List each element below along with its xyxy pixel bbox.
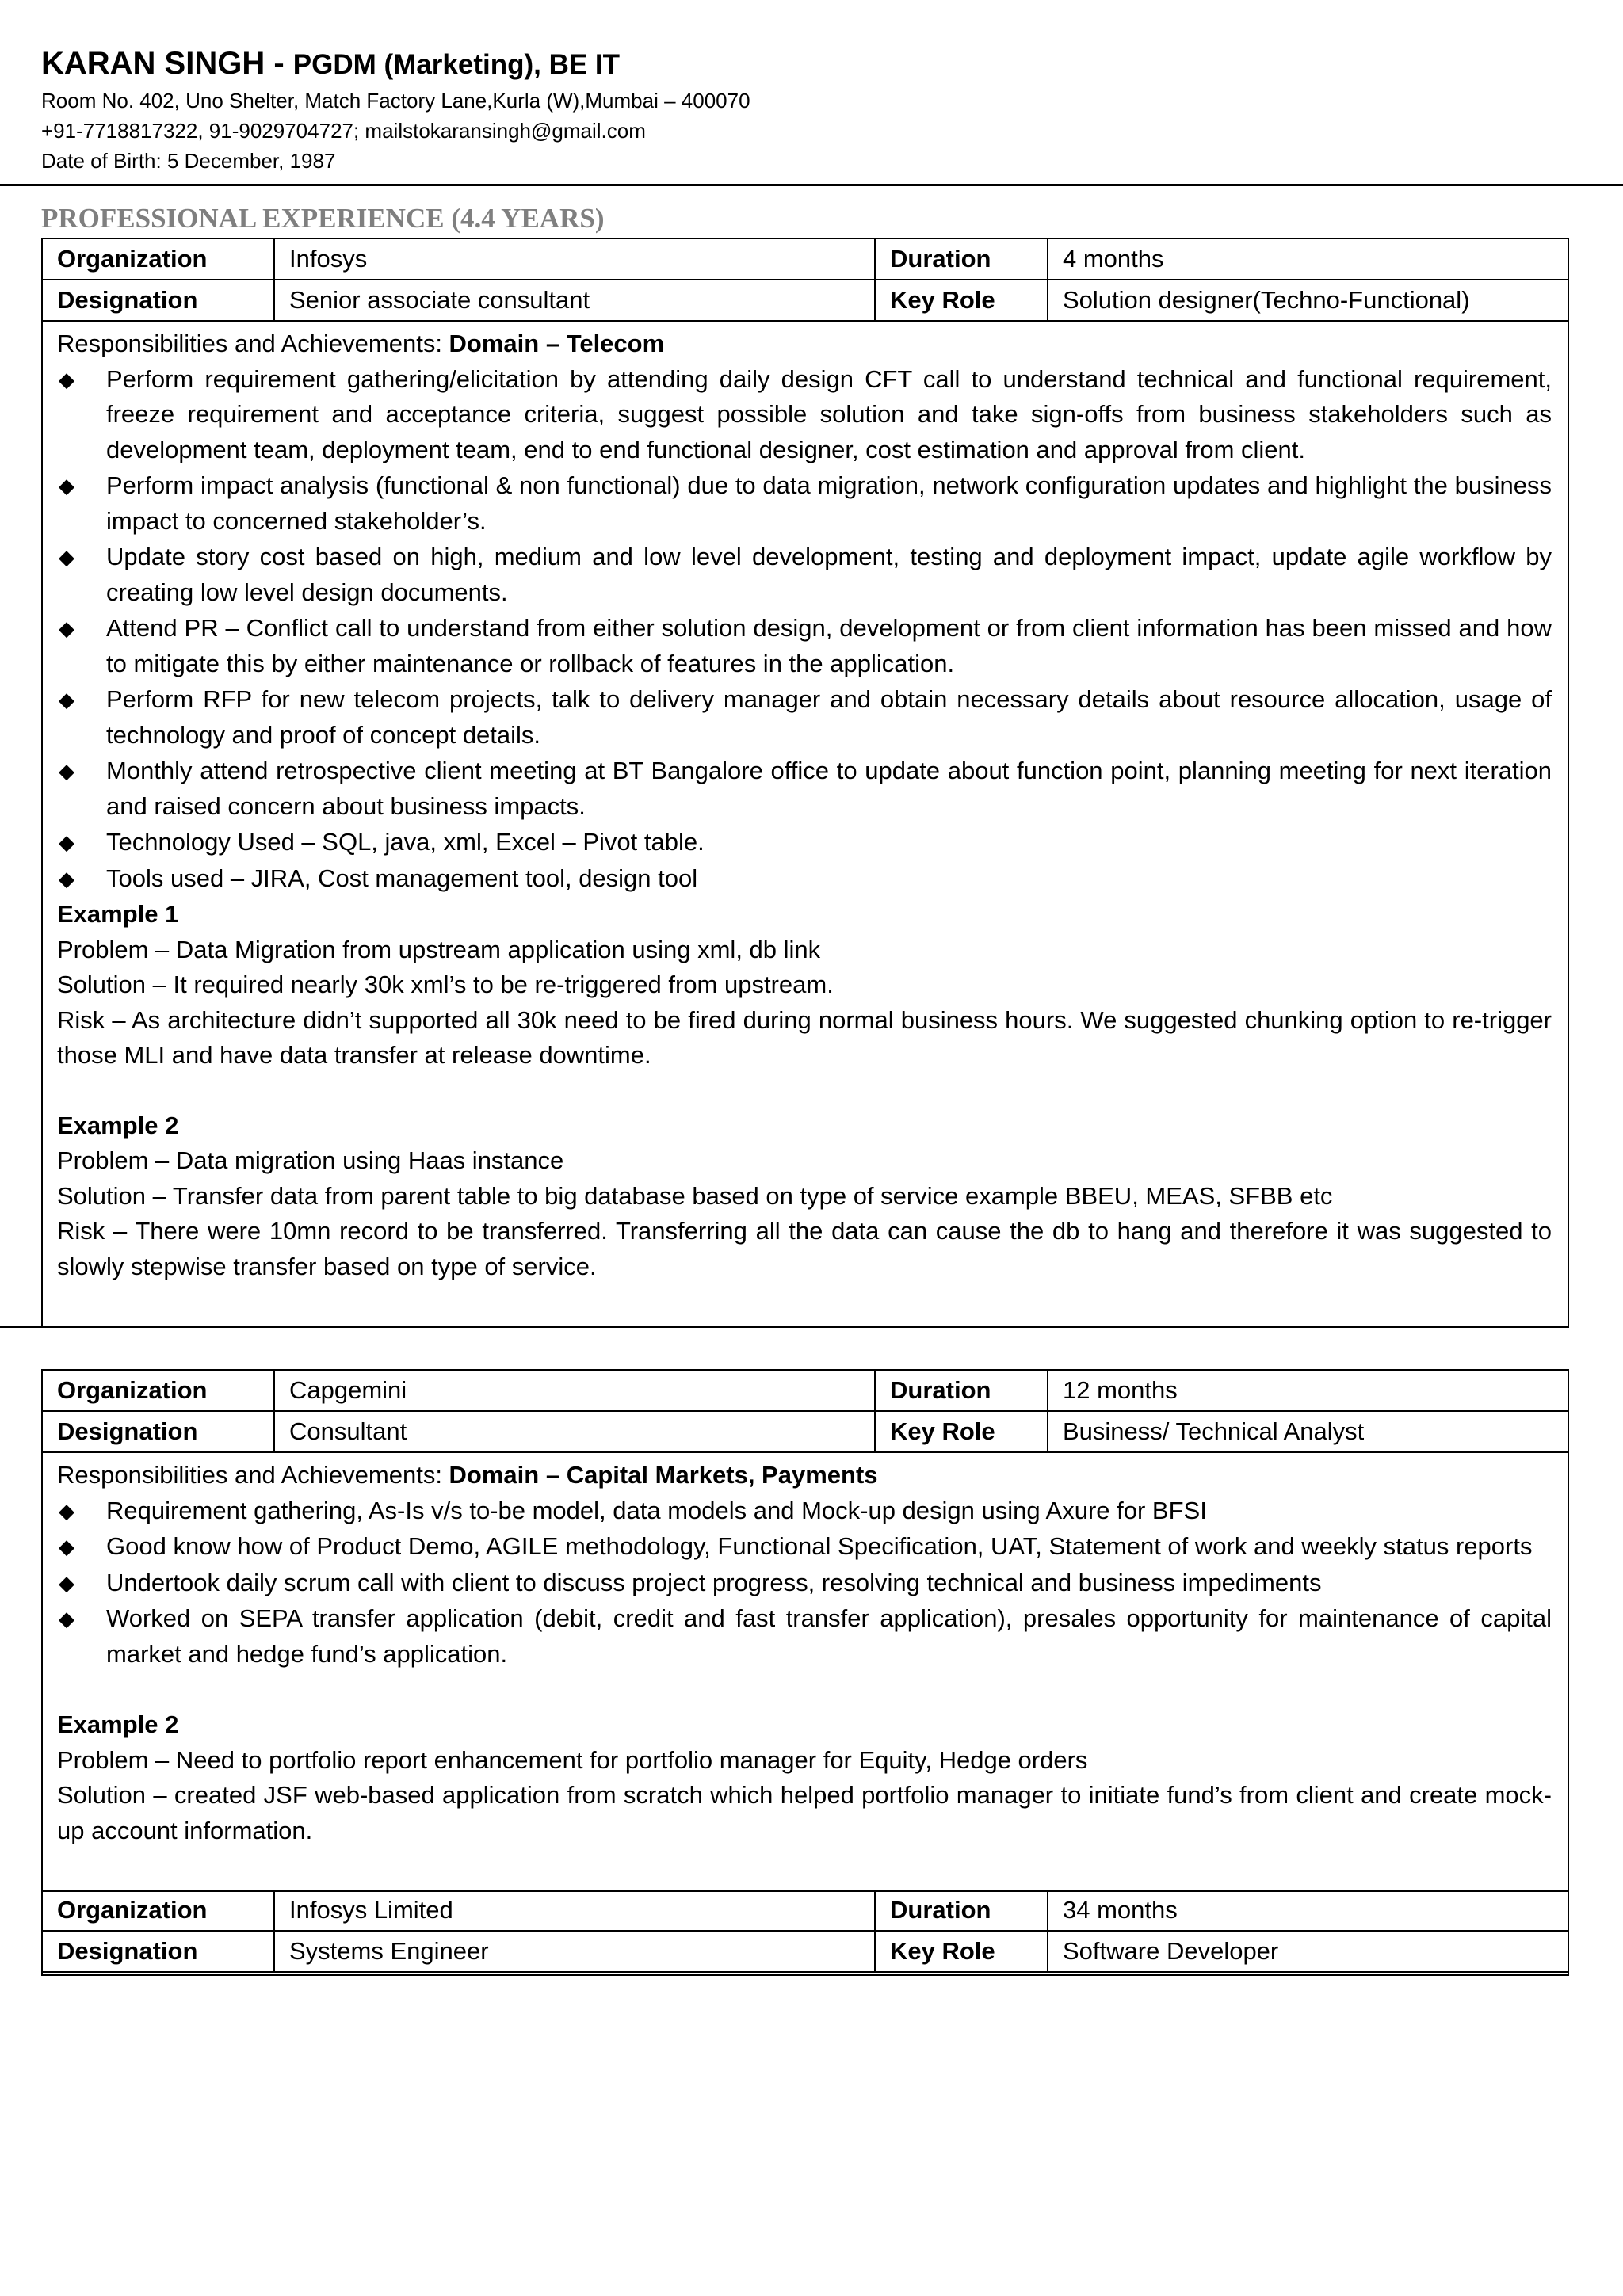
responsibilities-label: Responsibilities and Achievements: <box>57 330 449 357</box>
responsibilities-heading <box>57 326 1552 362</box>
designation-value: Consultant <box>274 1411 875 1452</box>
designation-value: Systems Engineer <box>274 1931 875 1972</box>
diamond-bullet-icon: ◆ <box>59 474 74 498</box>
example-risk: Risk – As architecture didn’t supported all 30k need to be fired during normal business hours. We suggested chunking option to re-trigger those MLI and have data transfer at release downtime. <box>57 1005 1552 1069</box>
list-item-text: Attend PR – Conflict call to understand from either solution design, development or from client information has been missed and how to mitigate this by either maintenance or rollback of features in the application. <box>106 614 1552 677</box>
job-meta-table <box>43 1890 1568 1973</box>
resume-header <box>41 43 1579 176</box>
example-problem: Problem – Data migration using Haas instance <box>57 1146 564 1174</box>
diamond-bullet-icon: ◆ <box>59 545 74 569</box>
diamond-bullet-icon: ◆ <box>59 688 74 711</box>
organization-label: Organization <box>43 1890 274 1931</box>
list-item <box>57 753 1552 824</box>
example-solution: Solution – It required nearly 30k xml’s to be re-triggered from upstream. <box>57 971 834 998</box>
duration-value: 4 months <box>1048 239 1568 280</box>
diamond-bullet-icon: ◆ <box>59 759 74 783</box>
list-item <box>57 825 1552 860</box>
spacer <box>57 1672 1552 1707</box>
key-role-label: Key Role <box>875 1931 1048 1972</box>
key-role-value: Business/ Technical Analyst <box>1048 1411 1568 1452</box>
designation-label: Designation <box>43 280 274 321</box>
duration-label: Duration <box>875 1890 1048 1931</box>
designation-value: Senior associate consultant <box>274 280 875 321</box>
duration-value: 12 months <box>1048 1371 1568 1411</box>
list-item <box>57 1493 1552 1529</box>
organization-label: Organization <box>43 1371 274 1411</box>
list-item-text: Tools used – JIRA, Cost management tool, design tool <box>106 864 698 892</box>
organization-value: Capgemini <box>274 1371 875 1411</box>
diamond-bullet-icon: ◆ <box>59 616 74 640</box>
organization-value: Infosys Limited <box>274 1890 875 1931</box>
example-title: Example 1 <box>57 900 179 928</box>
job-details <box>43 1453 1568 1848</box>
job-meta-table <box>43 239 1568 322</box>
diamond-bullet-icon: ◆ <box>59 1535 74 1558</box>
diamond-bullet-icon: ◆ <box>59 1607 74 1630</box>
responsibilities-label: Responsibilities and Achievements: <box>57 1461 449 1489</box>
duration-label: Duration <box>875 239 1048 280</box>
list-item-text: Good know how of Product Demo, AGILE methodology, Functional Specification, UAT, Statement of work and weekly status reports <box>106 1532 1533 1560</box>
candidate-qualifications: PGDM (Marketing), BE IT <box>292 49 621 80</box>
list-item <box>57 682 1552 753</box>
example-solution: Solution – created JSF web-based application from scratch which helped portfolio manager to initiate fund’s from client and create mock-up account information. <box>57 1781 1552 1844</box>
diamond-bullet-icon: ◆ <box>59 367 74 391</box>
example-title: Example 2 <box>57 1111 179 1139</box>
diamond-bullet-icon: ◆ <box>59 830 74 854</box>
list-item <box>57 1601 1552 1672</box>
list-item-text: Perform RFP for new telecom projects, talk to delivery manager and obtain necessary details about resource allocation, usage of technology and proof of concept details. <box>106 685 1552 749</box>
job-block-capgemini <box>41 1369 1569 1892</box>
key-role-label: Key Role <box>875 280 1048 321</box>
example-risk: Risk – There were 10mn record to be transferred. Transferring all the data can cause the db to hang and therefore it was suggested to slowly stepwise transfer based on type of service. <box>57 1217 1552 1280</box>
responsibilities-heading <box>57 1458 1552 1493</box>
section-title-experience: PROFESSIONAL EXPERIENCE (4.4 YEARS) <box>41 203 605 234</box>
diamond-bullet-icon: ◆ <box>59 1570 74 1595</box>
example-problem: Problem – Need to portfolio report enhancement for portfolio manager for Equity, Hedge orders <box>57 1745 1088 1774</box>
duration-label: Duration <box>875 1371 1048 1411</box>
list-item <box>57 540 1552 610</box>
job-block-infosys-limited <box>41 1890 1569 1976</box>
date-of-birth: Date of Birth: 5 December, 1987 <box>41 149 336 173</box>
example-title: Example 2 <box>57 1711 179 1738</box>
key-role-label: Key Role <box>875 1411 1048 1452</box>
list-item-text: Worked on SEPA transfer application (debit, credit and fast transfer application), presales opportunity for maintenance of capital market and hedge fund’s application. <box>106 1604 1552 1668</box>
list-item-text: Technology Used – SQL, java, xml, Excel – Pivot table. <box>106 828 705 856</box>
job-details <box>43 322 1568 1284</box>
header-divider <box>0 184 1623 186</box>
responsibility-list <box>57 1493 1552 1672</box>
key-role-value: Software Developer <box>1048 1931 1568 1972</box>
diamond-bullet-icon: ◆ <box>59 1498 74 1523</box>
list-item-text: Perform requirement gathering/elicitation by attending daily design CFT call to understand technical and functional requirement, freeze requirement and acceptance criteria, suggest possible solution and take sign-offs from business stakeholders such as development team, deployment team, end to end functional designer, cost estimation and approval from client. <box>106 364 1552 463</box>
list-item <box>57 1529 1552 1565</box>
spacer <box>57 1074 1552 1108</box>
list-item <box>57 468 1552 539</box>
list-item-text: Undertook daily scrum call with client to discuss project progress, resolving technical and business impediments <box>106 1568 1322 1596</box>
responsibility-list <box>57 362 1552 897</box>
duration-value: 34 months <box>1048 1890 1568 1931</box>
job-divider <box>0 1326 1319 1328</box>
designation-label: Designation <box>43 1411 274 1452</box>
domain-label: Domain – Capital Markets, Payments <box>449 1461 878 1489</box>
job-meta-table <box>43 1371 1568 1453</box>
address: Room No. 402, Uno Shelter, Match Factory Lane,Kurla (W),Mumbai – 400070 <box>41 89 750 113</box>
domain-label: Domain – Telecom <box>449 330 665 357</box>
organization-value: Infosys <box>274 239 875 280</box>
list-item <box>57 861 1552 897</box>
candidate-name-line <box>41 43 1579 86</box>
key-role-value: Solution designer(Techno-Functional) <box>1048 280 1568 321</box>
list-item-text: Perform impact analysis (functional & non functional) due to data migration, network configuration updates and highlight the business impact to concerned stakeholder’s. <box>106 471 1552 535</box>
list-item-text: Monthly attend retrospective client meeting at BT Bangalore office to update about function point, planning meeting for next iteration and raised concern about business impacts. <box>106 757 1552 820</box>
job-block-infosys <box>41 238 1569 1328</box>
designation-label: Designation <box>43 1931 274 1972</box>
list-item <box>57 1566 1552 1601</box>
organization-label: Organization <box>43 239 274 280</box>
example-problem: Problem – Data Migration from upstream application using xml, db link <box>57 935 821 963</box>
candidate-name: KARAN SINGH - <box>41 46 293 81</box>
list-item <box>57 611 1552 681</box>
diamond-bullet-icon: ◆ <box>59 866 74 891</box>
example-solution: Solution – Transfer data from parent table to big database based on type of service example BBEU, MEAS, SFBB etc <box>57 1181 1333 1210</box>
list-item <box>57 362 1552 468</box>
list-item-text: Update story cost based on high, medium and low level development, testing and deployment impact, update agile workflow by creating low level design documents. <box>106 543 1552 606</box>
phone-email: +91-7718817322, 91-9029704727; mailstokaransingh@gmail.com <box>41 119 646 143</box>
list-item-text: Requirement gathering, As-Is v/s to-be model, data models and Mock-up design using Axure for BFSI <box>106 1496 1207 1524</box>
